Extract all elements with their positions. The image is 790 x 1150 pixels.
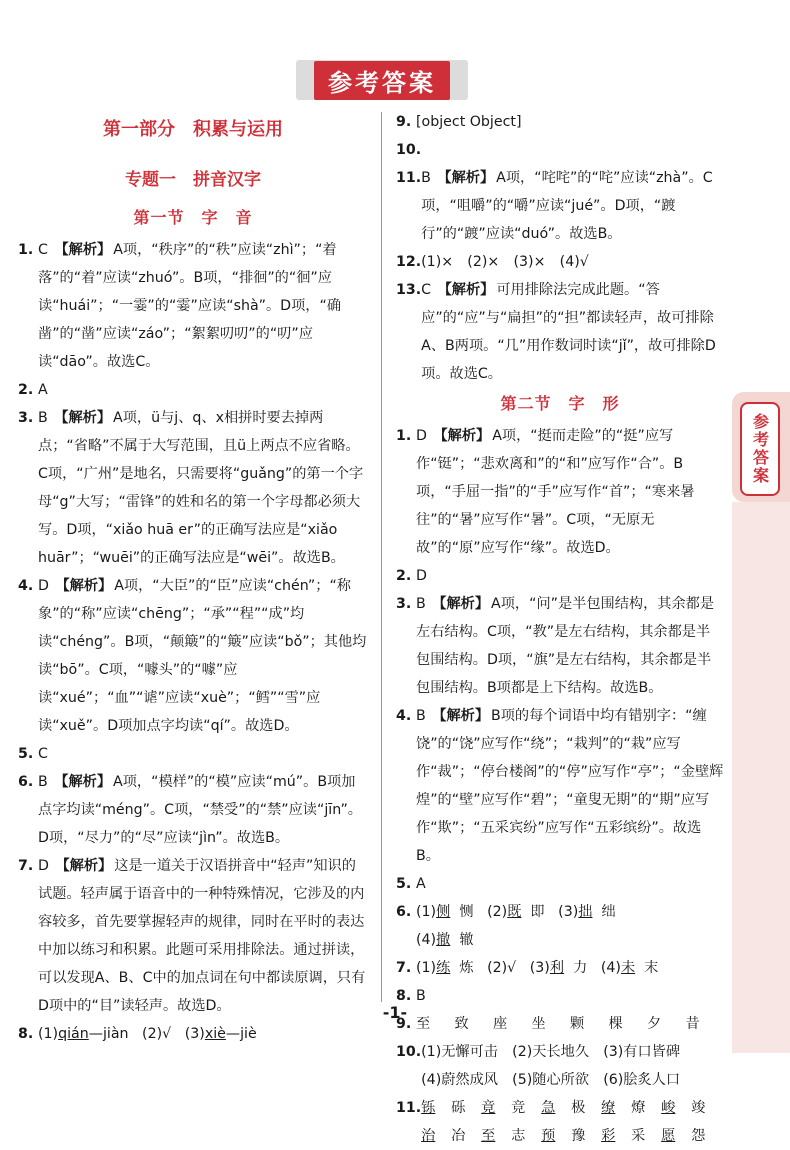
answer-item [18, 376, 368, 404]
wrong-pinyin: qián [58, 1026, 89, 1042]
item-analysis: 这是一道关于汉语拼音中“轻声”知识的试题。轻声属于语音中的一种特殊情况，它涉及的内容较多，首先要掌握轻声的规律，同时在平时的表达中加以练习和积累。此题可采用排除法。通过拼读，可以发现A、B、C中的加点词在句中都读原调，只有D项中的“目”读轻声。故选D。 [38, 858, 366, 1014]
analysis-tag: 【解析】 [55, 578, 113, 594]
item-number: 13. [396, 282, 422, 298]
item-analysis: A项，ü与j、q、x相拼时要去掉两点；“省略”不属于大写范围，且ü上两点不应省略。C项，“广州”是地名，只需要将“guǎng”的第一个字母“g”大写；“雷锋”的姓和名的第一个字母都必须大写。D项，“xiǎo huā er”的正确写法应是“xiǎo huār”；“wuēi”的正确写法应是“wēi”。故选B。 [38, 410, 364, 566]
sub-label: (4) [600, 960, 621, 976]
item-analysis: A项，“挺而走险”的“挺”应写作“铤”；“悲欢离和”的“和”应写作“合”。B项，“手屈一指”的“手”应写作“首”；“寒来暑往”的“暑”应写作“暑”。C项，“无原无故”的“原”应写作“缘”。故选D。 [416, 428, 695, 556]
page-banner [296, 60, 468, 100]
sub-label: (2)√ [142, 1026, 172, 1042]
item-answer: B [416, 596, 426, 612]
char-cell: 竟 [481, 1100, 496, 1116]
item-number: 1. [18, 242, 34, 258]
correct-pinyin: —jiè [225, 1026, 257, 1042]
pinyin-answer: [object Object] [416, 114, 522, 130]
correct-pinyin: —jiàn [88, 1026, 129, 1042]
wrong-char: 既 [507, 904, 522, 920]
sub-label: (2)√ [487, 960, 517, 976]
item-answer: (1)× (2)× (3)× (4)√ [421, 254, 589, 270]
char-cell: 预 [541, 1128, 556, 1144]
item-answer: A [416, 876, 426, 892]
analysis-tag: 【解析】 [54, 410, 112, 426]
char-cell: 极 [571, 1100, 586, 1116]
item-answer [421, 136, 724, 164]
answer-item [396, 422, 724, 562]
item-analysis: A项，“模样”的“模”应读“mú”。B项加点字均读“méng”。C项，“禁受”的“禁”应读“jīn”。D项，“尽力”的“尽”应读“jìn”。故选B。 [38, 774, 362, 846]
item-answer: B [416, 988, 426, 1004]
char-cell: 采 [631, 1128, 646, 1144]
sub-label: (4) [416, 932, 437, 948]
item-number: 11. [396, 170, 422, 186]
answer-item [18, 768, 368, 852]
char-cell: 夕 [647, 1016, 662, 1032]
answer-item [18, 404, 368, 572]
answer-item [396, 1094, 724, 1150]
item-answer: A [38, 382, 48, 398]
item-number: 4. [396, 708, 412, 724]
item-answer: D [38, 858, 49, 874]
item-number: 10. [396, 142, 422, 158]
answer-item [396, 702, 724, 870]
item-number: 7. [396, 960, 412, 976]
item-analysis: A项，“问”是半包围结构，其余都是左右结构。C项，“教”是左右结构，其余都是半包围结构。D项，“旗”是左右结构，其余都是半包围结构。B项都是上下结构。故选B。 [416, 596, 715, 696]
char-cell: 彩 [601, 1128, 616, 1144]
char-cell: 治 [421, 1128, 436, 1144]
item-number: 5. [18, 746, 34, 762]
item-number: 6. [396, 904, 412, 920]
page-number: -1- [382, 1003, 408, 1022]
char-cell: 豫 [571, 1128, 586, 1144]
char-cell: 砾 [451, 1100, 466, 1116]
char-cell: 坐 [531, 1016, 546, 1032]
sub-label: (3) [558, 904, 579, 920]
analysis-tag: 【解析】 [54, 242, 112, 258]
item-number: 6. [18, 774, 34, 790]
char-cell: 缭 [601, 1100, 616, 1116]
answer-item [396, 1038, 724, 1094]
item-analysis: A项，“大臣”的“臣”应读“chén”；“称象”的“称”应读“chēng”；“承”“程”“成”均读“chéng”。B项，“颠簸”的“簸”应读“bǒ”；其他均读“bō”。C项，“噱头”的“噱”应读“xué”；“血”“谑”应读“xuè”；“鳕”“雪”应读“xuě”。D项加点字均读“qí”。故选D。 [38, 578, 367, 734]
item-answer: B [38, 410, 48, 426]
correct-char: 末 [644, 960, 659, 976]
char-cell: 颗 [570, 1016, 585, 1032]
char-cell: 昔 [685, 1016, 700, 1032]
analysis-tag: 【解析】 [437, 170, 495, 186]
correct-char: 力 [573, 960, 588, 976]
item-number: 5. [396, 876, 412, 892]
sub-label: (1) [416, 904, 437, 920]
side-tab-label: 参考答案 [740, 402, 780, 496]
item-answer: B [416, 708, 426, 724]
answer-item [396, 276, 724, 388]
side-tab [732, 392, 790, 502]
part-title: 第一部分 积累与运用 [103, 119, 283, 140]
column-divider [381, 112, 382, 1002]
item-number: 12. [396, 254, 422, 270]
answer-item [18, 1020, 368, 1048]
answer-item [396, 562, 724, 590]
char-cell: 愿 [661, 1128, 676, 1144]
answer-item [396, 590, 724, 702]
page-banner-title: 参考答案 [314, 61, 450, 100]
answer-item [18, 572, 368, 740]
right-column [396, 108, 724, 1150]
char-cell: 急 [541, 1100, 556, 1116]
sub-label: (2) [487, 904, 508, 920]
char-cell: 座 [493, 1016, 508, 1032]
correct-char: 恻 [459, 904, 474, 920]
idiom-line: (4)蔚然成风 (5)随心所欲 (6)脍炙人口 [421, 1072, 681, 1088]
char-cell: 至 [416, 1016, 431, 1032]
item-analysis: B项的每个词语中均有错别字：“缠饶”的“饶”应写作“绕”；“栽判”的“栽”应写作“裁”；“停台楼阁”的“停”应写作“亭”；“金壁辉煌”的“壁”应写作“碧”；“童叟无期”的“期”应写作“欺”；“五采宾纷”应写作“五彩缤纷”。故选B。 [416, 708, 724, 864]
correct-char: 即 [530, 904, 545, 920]
item-analysis: A项，“秩序”的“秩”应读“zhì”；“着落”的“着”应读“zhuó”。B项，“排徊”的“徊”应读“huái”；“一霎”的“霎”应读“shà”。D项，“确凿”的“凿”应读“záo”；“絮絮叨叨”的“叨”应读“dāo”。故选C。 [38, 242, 342, 370]
item-number: 10. [396, 1044, 422, 1060]
analysis-tag: 【解析】 [433, 428, 491, 444]
char-cell: 志 [511, 1128, 526, 1144]
side-strip [732, 502, 790, 1053]
char-cell: 竣 [691, 1100, 706, 1116]
answer-item [396, 898, 724, 954]
wrong-char: 利 [549, 960, 565, 976]
answer-item [396, 870, 724, 898]
item-answer: C [421, 282, 432, 298]
analysis-tag: 【解析】 [437, 282, 495, 298]
item-number: 2. [18, 382, 34, 398]
item-answer: C [38, 746, 48, 762]
item-number: 2. [396, 568, 412, 584]
answer-item [18, 236, 368, 376]
item-number: 9. [396, 1016, 412, 1032]
analysis-tag: 【解析】 [432, 596, 490, 612]
sub-label: (1) [38, 1026, 59, 1042]
item-answer: B [421, 170, 431, 186]
item-number: 8. [18, 1026, 34, 1042]
wrong-char: 撤 [436, 932, 451, 948]
char-cell: 怨 [691, 1128, 706, 1144]
item-number: 4. [18, 578, 34, 594]
analysis-tag: 【解析】 [54, 774, 112, 790]
analysis-tag: 【解析】 [55, 858, 113, 874]
sub-label: (3) [184, 1026, 205, 1042]
answer-item [396, 108, 724, 136]
section-title-pronunciation: 第一节 字 音 [133, 208, 253, 227]
item-number: 3. [18, 410, 34, 426]
item-analysis: 可用排除法完成此题。“答应”的“应”与“扁担”的“担”都读轻声，故可排除A、B两项。“几”用作数词时读“jǐ”，故可排除D项。故选C。 [421, 282, 716, 382]
left-column [18, 110, 368, 1048]
answer-item [18, 740, 368, 768]
item-number: 7. [18, 858, 34, 874]
char-cell: 铄 [421, 1100, 436, 1116]
wrong-char: 未 [620, 960, 636, 976]
sub-label: (1) [416, 960, 437, 976]
item-number: 8. [396, 988, 412, 1004]
item-number: 9. [396, 114, 412, 130]
item-answer: D [416, 568, 427, 584]
char-cell: 致 [454, 1016, 469, 1032]
item-analysis: A项，“咤咤”的“咤”应读“zhà”。C项，“咀嚼”的“嚼”应读“jué”。D项，“踱行”的“踱”应读“duó”。故选B。 [421, 170, 713, 242]
wrong-pinyin: xiè [204, 1026, 226, 1042]
char-cell: 竞 [511, 1100, 526, 1116]
wrong-char: 练 [436, 960, 451, 976]
answer-item [396, 248, 724, 276]
item-answer: C [38, 242, 48, 258]
correct-char: 炼 [459, 960, 474, 976]
char-cell: 峻 [661, 1100, 676, 1116]
item-number: 1. [396, 428, 412, 444]
char-cell: 至 [481, 1128, 496, 1144]
answer-item [18, 852, 368, 1020]
section-title-character-form: 第二节 字 形 [500, 394, 620, 413]
answer-item [396, 136, 724, 164]
item-answer: B [38, 774, 48, 790]
analysis-tag: 【解析】 [432, 708, 490, 724]
topic-title: 专题一 拼音汉字 [125, 170, 261, 190]
char-cell: 棵 [608, 1016, 623, 1032]
item-answer: D [416, 428, 427, 444]
correct-char: 辙 [459, 932, 474, 948]
sub-label: (3) [529, 960, 550, 976]
char-cell: 冶 [451, 1128, 466, 1144]
wrong-char: 拙 [578, 904, 593, 920]
idiom-line: (1)无懈可击 (2)天长地久 (3)有口皆碑 [421, 1044, 681, 1060]
answer-item [396, 164, 724, 248]
correct-char: 绌 [601, 904, 616, 920]
char-cell: 燎 [631, 1100, 646, 1116]
answer-item [396, 954, 724, 982]
item-answer: D [38, 578, 49, 594]
item-number: 3. [396, 596, 412, 612]
wrong-char: 侧 [436, 904, 451, 920]
item-number: 11. [396, 1100, 422, 1116]
